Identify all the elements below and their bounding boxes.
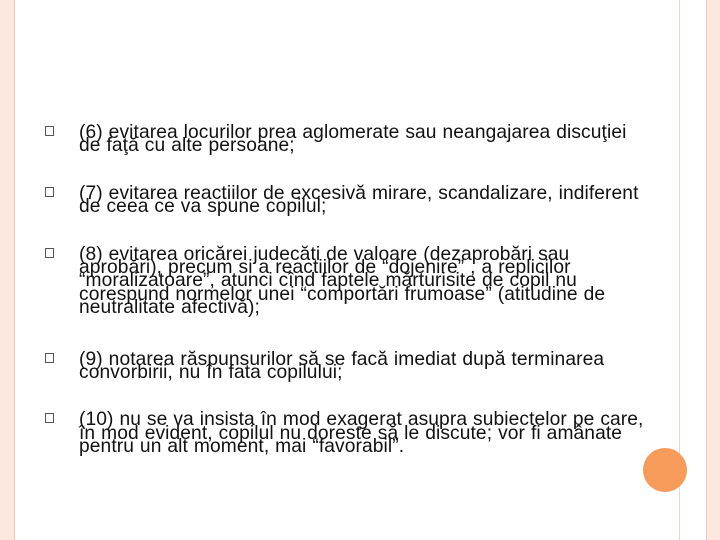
bullet-text: (9) notarea răspunsurilor să se facă imediat după terminarea convorbirii, nu în fata copilului; — [79, 348, 605, 384]
list-item — [45, 409, 645, 458]
bullet-text: (7) evitarea reactiilor de excesivă mirare, scandalizare, indiferent de ceea ce va spune copilul; — [79, 182, 639, 218]
square-bullet-icon — [45, 126, 54, 136]
square-bullet-icon — [45, 353, 54, 363]
square-bullet-icon — [45, 248, 54, 258]
decorative-orange-circle — [643, 448, 687, 492]
list-item — [45, 243, 645, 319]
bullet-text: (8) evitarea oricărei judecăti de valoare (dezaprobări sau aprobări), precum si a reactiilor de “dojenire” , a replicilor “moralizatoare”, atunci cînd faptele mărturisite de copil nu corespund normelor unei “comportări frumoase” (atitudine de neutralitate afectivă); — [79, 243, 606, 319]
bullet-list — [45, 122, 645, 458]
list-item — [45, 182, 645, 218]
bullet-text: (10) nu se va insista în mod exagerat asupra subiectelor pe care, în mod evident, copilul nu doreste să le discute; vor fi amânate pentru un alt moment, mai “favorabil”. — [79, 409, 644, 458]
bullet-text: (6) evitarea locurilor prea aglomerate sau neangajarea discuţiei de faţă cu alte persoane; — [79, 122, 627, 157]
slide-panel — [14, 0, 707, 540]
list-item — [45, 348, 645, 384]
list-item — [45, 122, 645, 157]
square-bullet-icon — [45, 187, 54, 197]
square-bullet-icon — [45, 413, 54, 423]
